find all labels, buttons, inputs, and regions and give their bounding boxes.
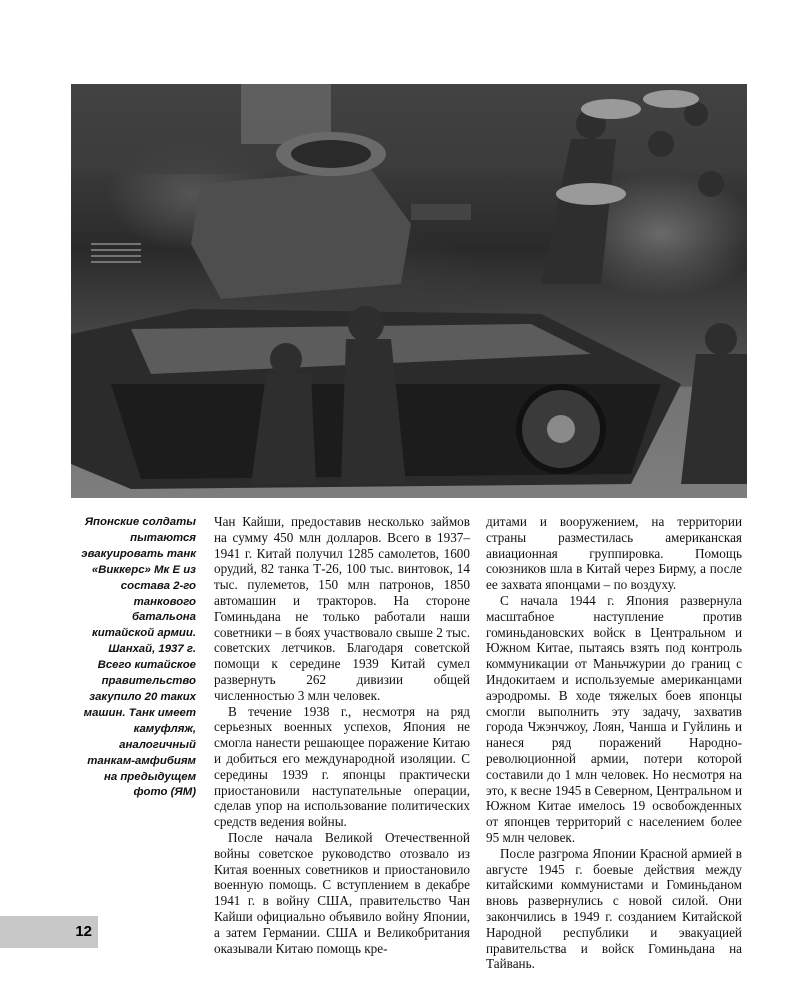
page-number: 12 [75, 923, 92, 940]
paragraph: дитами и вооружением, на территории страны разместилась американская авиационная группировка. Помощь союзников шла в Китай через Бирму, а после ее захвата японцами – по воздуху. [486, 514, 742, 593]
paragraph: С начала 1944 г. Япония развернула масштабное наступление против гоминьдановских войск в Центральном и Южном Китае, пытаясь взять под контроль коммуникации от Маньчжурии до границ с Индокитаем и используемые американцами аэродромы. В ходе тяжелых боев японцы смогли выполнить эту задачу, захватив города Чжэнчжоу, Лоян, Чанша и Гуйлинь и нанеся ряд поражений Народно-революционной армии, потери которой составили до 1 млн человек. Но несмотря на это, к весне 1945 в Северном, Центральном и Южном Китае имелось 19 освобожденных от японцев территорий с населением более 95 млн человек. [486, 592, 742, 845]
text-column-2 [486, 514, 742, 972]
page-number-tab [0, 916, 98, 948]
tank-photo-icon [71, 84, 747, 498]
paragraph: В течение 1938 г., несмотря на ряд серьезных военных успехов, Япония не смогла нанести решающее поражение Китаю и добиться его международной изоляции. С середины 1939 г. японцы практически приостановили наступательные операции, сделав упор на использование политических средств ведения войны. [214, 703, 470, 830]
text-column-1 [214, 514, 470, 956]
paragraph: После разгрома Японии Красной армией в августе 1945 г. боевые действия между китайскими коммунистами и Гоминьданом вновь развернулись с новой силой. Они закончились в 1949 г. созданием Китайской Народной республики и эвакуацией правительства и войск Гоминьдана на Тайвань. [486, 845, 742, 972]
tank-photo [71, 84, 747, 498]
photo-caption: Японские солдаты пытаются эвакуировать танк «Виккерс» Мк Е из состава 2-го танкового батальона китайской армии. Шанхай, 1937 г. Всего китайское правительство закупило 20 таких машин. Танк имеет камуфляж, аналогичный танкам-амфибиям на предыдущем фото (ЯМ) [81, 516, 196, 799]
paragraph: После начала Великой Отечественной войны советское руководство отозвало из Китая военных советников и приостановило военную помощь. С вступлением в декабре 1941 г. в войну США, правительство Чан Кайши официально объявило войну Японии, а затем Германии. США и Великобритания оказывали Китаю помощь кре- [214, 829, 470, 956]
paragraph: Чан Кайши, предоставив несколько займов на сумму 450 млн долларов. Всего в 1937–1941 г. Китай получил 1285 самолетов, 1600 орудий, 82 танка Т-26, 100 тыс. винтовок, 14 тыс. пулеметов, 150 млн патронов, 1850 автомашин и тракторов. На стороне Гоминьдана не только работали наши советники – в боях участвовало свыше 2 тыс. советских летчиков. Благодаря советской помощи к середине 1939 Китай сумел развернуть 262 дивизии общей численностью 3 млн человек. [214, 514, 470, 703]
